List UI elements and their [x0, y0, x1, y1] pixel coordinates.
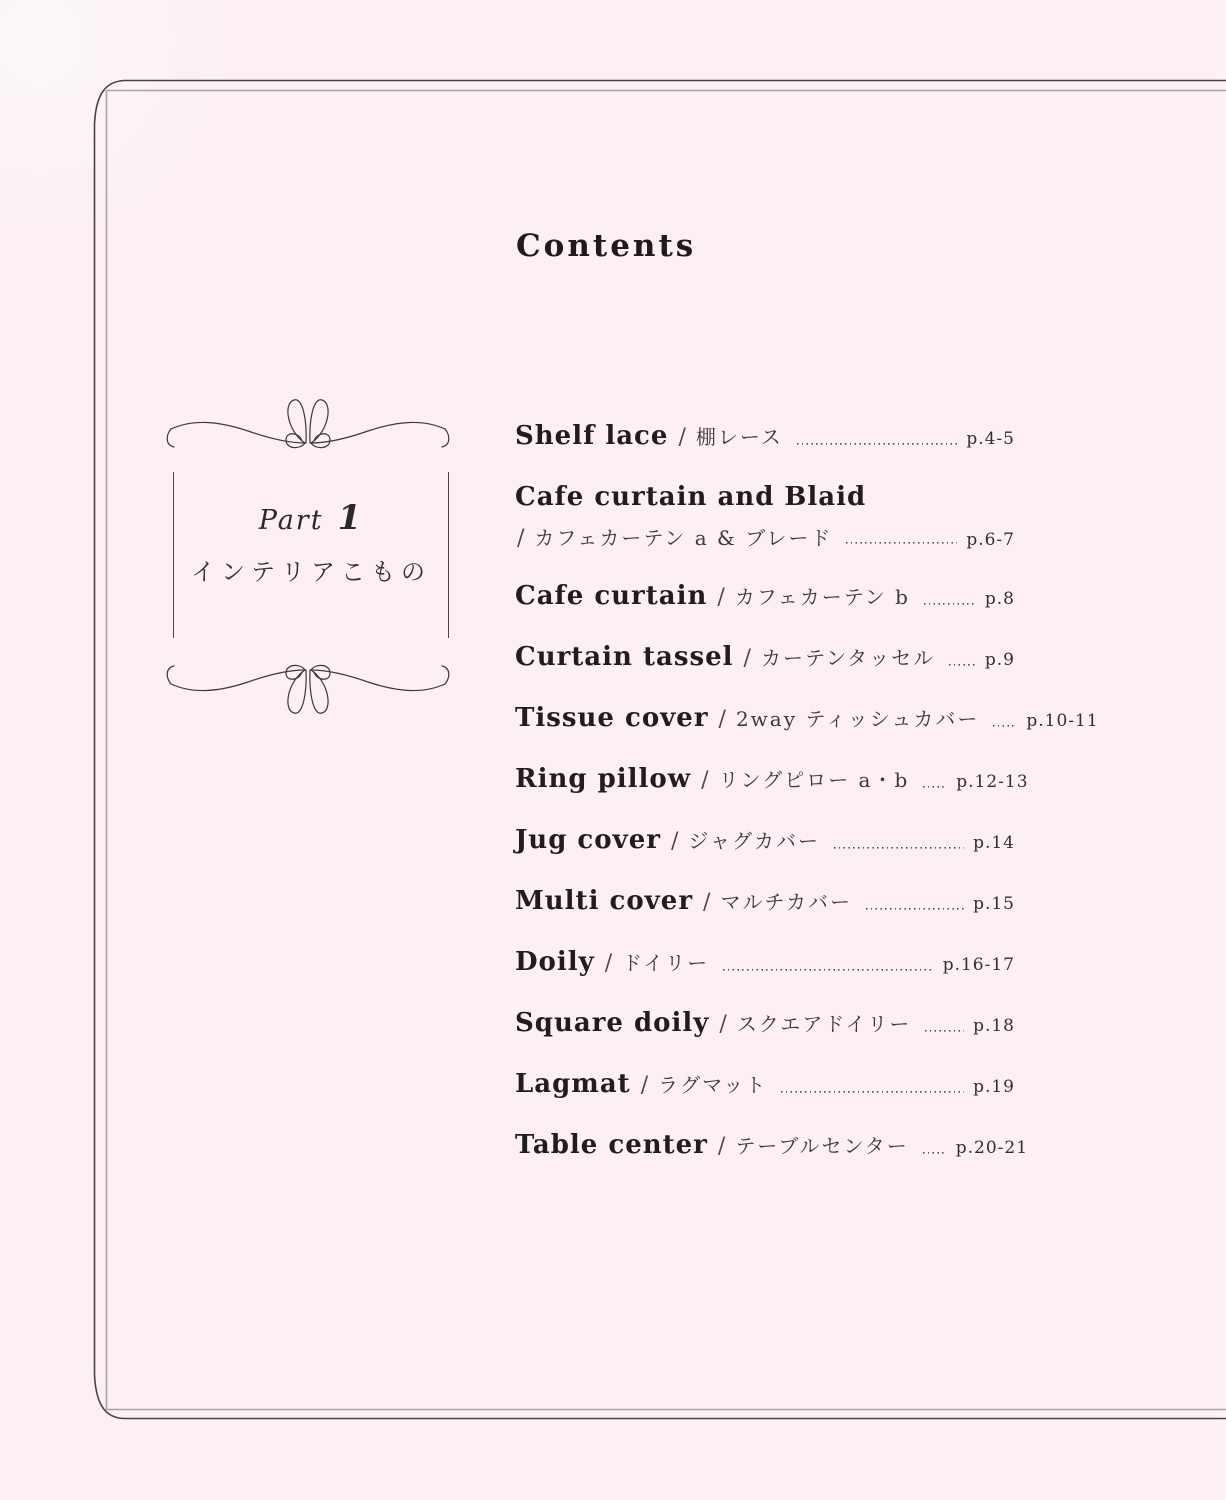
part-number: 1	[337, 498, 364, 538]
entry-name-line	[515, 479, 1015, 518]
entry-jp-name: 棚レース	[695, 425, 783, 449]
entry-jp-name: カフェカーテン b	[734, 585, 910, 609]
entry-leader	[924, 603, 976, 605]
entry-separator: /	[703, 890, 711, 915]
entry-name: Multi cover	[515, 886, 694, 916]
entry-name: Lagmat	[515, 1069, 631, 1099]
entry-page-number: p.15	[973, 894, 1015, 914]
entry-name: Ring pillow	[515, 764, 692, 794]
entry-separator: /	[717, 1134, 726, 1159]
entry-page-number: p.19	[973, 1077, 1015, 1097]
entry-name: Table center	[515, 1130, 708, 1160]
entry-page-number: p.9	[984, 650, 1015, 670]
entry-page-number: p.6-7	[966, 530, 1015, 550]
entry-jp-name: ジャグカバー	[688, 829, 820, 853]
entry-leader	[866, 908, 964, 910]
entry-jp-name: リングピロー a・b	[718, 768, 910, 792]
entry-name: Cafe curtain	[515, 581, 708, 611]
toc-entry	[515, 1005, 1015, 1044]
entry-leader	[781, 1091, 964, 1093]
entry-leader	[993, 725, 1017, 727]
entry-jp-name: 2way ティッシュカバー	[735, 707, 980, 731]
entry-name: Tissue cover	[515, 703, 709, 733]
toc-entry	[515, 578, 1015, 617]
part-box	[173, 472, 449, 638]
page-title: Contents	[516, 228, 697, 264]
entry-page-number: p.20-21	[955, 1138, 1029, 1158]
toc-entry	[515, 944, 1015, 983]
entry-separator: /	[717, 585, 725, 610]
toc-entry	[515, 761, 1029, 800]
entry-page-number: p.14	[973, 833, 1015, 853]
entry-jp-name: テーブルセンター	[735, 1134, 909, 1158]
entry-name: Cafe curtain and Blaid	[515, 482, 867, 512]
entry-separator: /	[701, 768, 709, 793]
toc-entry	[515, 418, 1015, 457]
part-label: Part	[258, 505, 324, 536]
toc-entry	[515, 1066, 1015, 1105]
toc-entry	[515, 883, 1015, 922]
entry-jp-name: マルチカバー	[720, 890, 853, 914]
entry-page-number: p.4-5	[966, 429, 1015, 449]
toc-list	[515, 418, 1099, 1188]
entry-leader	[834, 847, 964, 849]
entry-page-number: p.16-17	[942, 955, 1015, 975]
flourish-bottom-icon	[163, 661, 453, 716]
entry-name: Jug cover	[515, 825, 661, 855]
entry-sub-line	[515, 522, 1015, 556]
entry-leader	[923, 786, 947, 788]
entry-leader	[949, 664, 976, 666]
entry-page-number: p.18	[973, 1016, 1015, 1036]
toc-entry	[515, 822, 1015, 861]
entry-page-number: p.10-11	[1026, 711, 1099, 731]
entry-leader	[797, 443, 957, 445]
entry-separator: /	[517, 526, 525, 551]
entry-leader	[723, 969, 934, 971]
entry-name: Shelf lace	[515, 421, 669, 451]
toc-entry	[515, 479, 1015, 556]
entry-separator: /	[718, 707, 726, 732]
toc-entry	[515, 639, 1015, 678]
entry-separator: /	[604, 951, 613, 976]
entry-separator: /	[670, 829, 679, 854]
entry-jp-name: ドイリー	[622, 951, 710, 975]
entry-jp-name: スクエアドイリー	[736, 1012, 912, 1036]
entry-separator: /	[743, 646, 751, 671]
part-subtitle: インテリアこもの	[191, 558, 431, 586]
toc-entry	[515, 1127, 1029, 1166]
flourish-top-icon	[163, 397, 453, 452]
entry-page-number: p.12-13	[956, 772, 1029, 792]
toc-entry	[515, 700, 1099, 739]
entry-name: Curtain tassel	[515, 642, 734, 672]
entry-separator: /	[678, 425, 686, 450]
entry-separator: /	[719, 1012, 727, 1037]
entry-jp-name: カフェカーテン a & ブレード	[534, 526, 833, 550]
entry-leader	[923, 1152, 947, 1154]
entry-leader	[925, 1030, 964, 1032]
entry-page-number: p.8	[984, 589, 1015, 609]
entry-name: Square doily	[515, 1008, 710, 1038]
entry-leader	[846, 542, 957, 544]
entry-jp-name: ラグマット	[658, 1073, 768, 1097]
entry-jp-name: カーテンタッセル	[760, 646, 936, 670]
entry-separator: /	[640, 1073, 649, 1098]
part-heading	[174, 498, 448, 538]
entry-name: Doily	[515, 947, 595, 977]
